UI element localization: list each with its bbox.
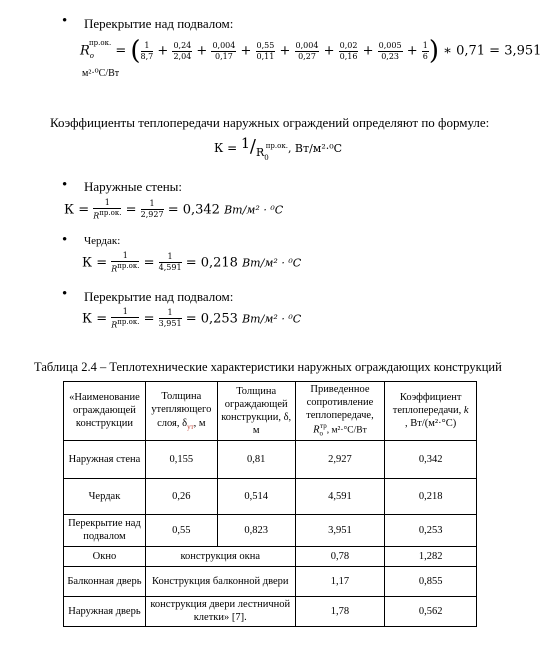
attic-frac-value: $\frac{1}{4,591}$ (158, 252, 182, 273)
coef-intro-text: Коэффициенты теплопередачи наружных ограждений определяют по формуле: (50, 115, 490, 130)
bullet-dot-floor: • (62, 286, 68, 302)
floor-unit: Вт/м² · ⁰С (242, 312, 302, 326)
k-general-den: R (255, 146, 265, 159)
attic-result: = 0,218 (185, 255, 238, 271)
table-row: Перекрытие над подвалом 0,55 0,823 3,951 0,253 (64, 514, 477, 546)
thermal-characteristics-table (63, 381, 477, 627)
k-general-formula: $К = 1/R_0^{пр.ок.}$, Вт/м²·⁰С (214, 136, 343, 163)
fraction-6: $\frac{0,02}{0,16}$ (339, 40, 358, 61)
header-coefficient: Коэффициент теплопередачи, k , Вт/(м²·°С) (385, 382, 477, 441)
bullet-dot-1: • (62, 13, 68, 29)
attic-unit: Вт/м² · ⁰С (242, 256, 302, 270)
table-row: Наружная дверь конструкция двери лестничной клетки» [7]. 1,78 0,562 (64, 596, 477, 626)
r-total-unit: м²·⁰С/Вт (82, 68, 120, 79)
fraction-1: $\frac{1}{8,7}$ (140, 40, 154, 61)
fraction-4: $\frac{0,55}{0,11}$ (256, 40, 275, 61)
fraction-7: $\frac{0,005}{0,23}$ (378, 40, 402, 61)
r-sub: o (89, 52, 95, 61)
table-header-row (64, 382, 477, 441)
fraction-8: $\frac{1}{6}$ (422, 40, 428, 61)
floor-frac-value: $\frac{1}{3,951}$ (158, 308, 182, 329)
table-row: Наружная стена 0,155 0,81 2,927 0,342 (64, 440, 477, 478)
walls-unit: Вт/м² · ⁰С (224, 203, 284, 217)
header-insulation: Толщина утепляющего слоя, $\delta_{ут}$, м (145, 382, 217, 441)
fraction-3: $\frac{0,004}{0,17}$ (212, 40, 236, 61)
fraction-5: $\frac{0,004}{0,27}$ (295, 40, 319, 61)
walls-frac-r: $\frac{1}{R^{пр.ок.}}$ (93, 198, 122, 221)
k-general-num: 1 (240, 136, 250, 152)
walls-result: = 0,342 (167, 202, 220, 218)
walls-frac-value: $\frac{1}{2,927}$ (140, 199, 164, 220)
floor-formula: К = $\frac{1}{R^{пр.ок.}}$ = $\frac{1}{3,951}$ = 0,253 Вт/м² · ⁰С (82, 307, 302, 330)
r-total-formula: $R_o^{пр.ок.}$ = ( $\frac{1}{8,7}$ + $\frac{0,24}{2,04}$ + $\frac{0,004}{0,17}$ + $\frac{0,55}{0,11}$ + $\frac{0,004}{0,27}$ + $\frac{0,02}{0,16}$ + $\frac{0,005}{0,23}$ + $\frac{1}{6}$ ) ∗ 0,71 = 3,951 (80, 36, 542, 66)
walls-heading: Наружные стены: (84, 179, 183, 194)
bullet-dot-walls: • (62, 177, 68, 193)
table-row: Чердак 0,26 0,514 4,591 0,218 (64, 478, 477, 514)
section1-heading: Перекрытие над подвалом: (84, 16, 234, 31)
table-row: Балконная дверь Конструкция балконной двери 1,17 0,855 (64, 566, 477, 596)
attic-formula: К = $\frac{1}{R^{пр.ок.}}$ = $\frac{1}{4,591}$ = 0,218 Вт/м² · ⁰С (82, 251, 302, 274)
header-name: «Наименование ограждающей конструкции (64, 382, 146, 441)
fraction-2: $\frac{0,24}{2,04}$ (173, 40, 192, 61)
floor-heading: Перекрытие над подвалом: (84, 289, 234, 304)
r-total-result: ∗ 0,71 = 3,951 (443, 43, 542, 59)
k-general-unit: , Вт/м²·⁰С (287, 142, 343, 155)
walls-formula: К = $\frac{1}{R^{пр.ок.}}$ = $\frac{1}{2,927}$ = 0,342 Вт/м² · ⁰С (64, 198, 284, 221)
table-caption: Таблица 2.4 – Теплотехнические характеристики наружных ограждающих конструкций (34, 360, 502, 374)
header-thickness: Толщина ограждающей конструкции, δ, м (217, 382, 295, 441)
header-resistance: Приведенное сопротивление теплопередаче, $R_o^{тр}$, м²·°С/Вт (295, 382, 385, 441)
floor-result: = 0,253 (185, 311, 238, 327)
r-symbol: R (80, 43, 90, 59)
attic-heading: Чердак: (84, 235, 121, 247)
table-row: Окно конструкция окна 0,78 1,282 (64, 546, 477, 566)
r-sup: пр.ок. (89, 39, 112, 48)
bullet-dot-attic: • (62, 232, 68, 248)
attic-frac-r: $\frac{1}{R^{пр.ок.}}$ (111, 251, 140, 274)
floor-frac-r: $\frac{1}{R^{пр.ок.}}$ (111, 307, 140, 330)
